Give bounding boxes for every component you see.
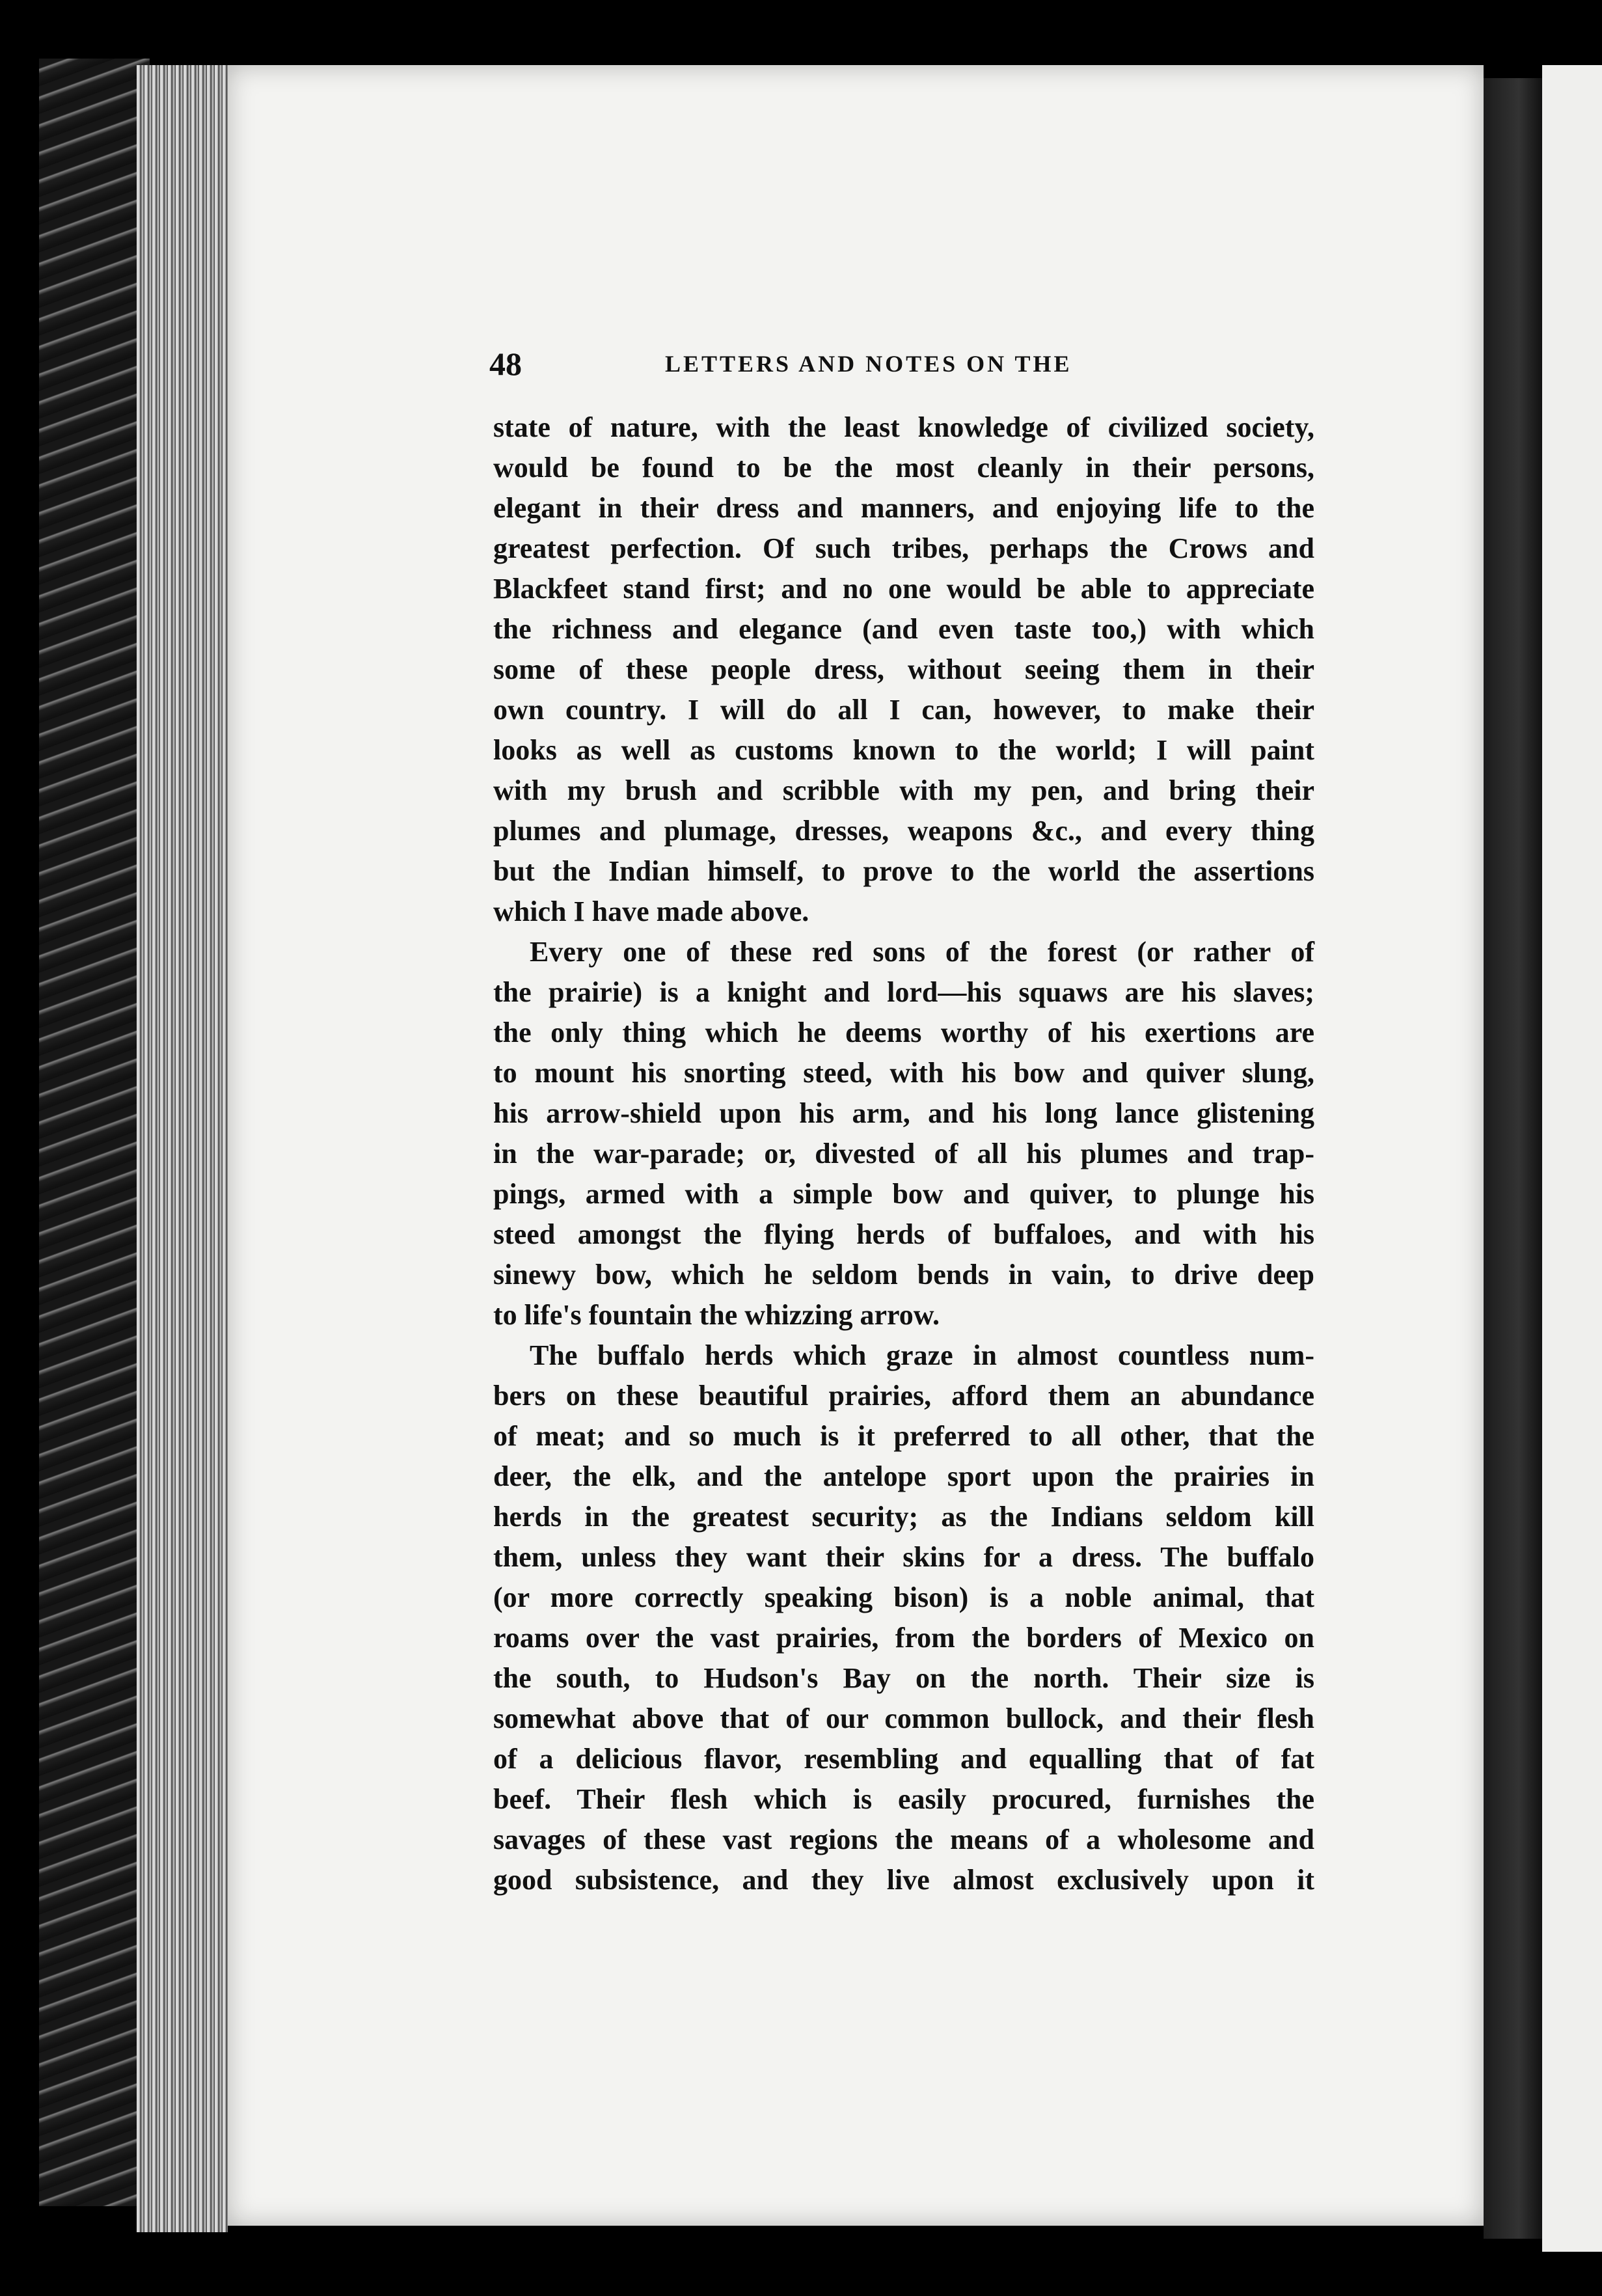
text-line: greatest perfection. Of such tribes, perhaps the Crows and [493,532,1314,564]
body-text [493,407,1314,1900]
text-line: of meat; and so much is it preferred to all other, that the [493,1420,1314,1452]
page-header [489,345,1316,390]
text-line: beef. Their flesh which is easily procured, furnishes the [493,1783,1314,1815]
gutter-shadow [1484,78,1542,2239]
text-line: his arrow-shield upon his arm, and his long lance glistening [493,1097,1314,1129]
text-line: roams over the vast prairies, from the borders of Mexico on [493,1622,1314,1654]
text-line: the south, to Hudson's Bay on the north. Their size is [493,1662,1314,1694]
running-head: LETTERS AND NOTES ON THE [665,351,1072,377]
text-line: Blackfeet stand first; and no one would be able to appreciate [493,573,1314,605]
text-line: herds in the greatest security; as the Indians seldom kill [493,1501,1314,1533]
text-line: to mount his snorting steed, with his bow and quiver slung, [493,1057,1314,1089]
text-line: somewhat above that of our common bullock, and their flesh [493,1702,1314,1734]
text-line: in the war-parade; or, divested of all his plumes and trap- [493,1138,1314,1169]
text-line: sinewy bow, which he seldom bends in vain, to drive deep [493,1259,1314,1291]
text-line: the prairie) is a knight and lord—his squaws are his slaves; [493,976,1314,1008]
text-line: looks as well as customs known to the world; I will paint [493,734,1314,766]
text-line: savages of these vast regions the means of a wholesome and [493,1824,1314,1855]
text-line: elegant in their dress and manners, and enjoying life to the [493,492,1314,524]
text-line: plumes and plumage, dresses, weapons &c., and every thing [493,815,1314,847]
text-line: of a delicious flavor, resembling and equalling that of fat [493,1743,1314,1775]
text-line: good subsistence, and they live almost exclusively upon it [493,1864,1314,1896]
text-line: pings, armed with a simple bow and quiver, to plunge his [493,1178,1314,1210]
text-line: deer, the elk, and the antelope sport upon the prairies in [493,1460,1314,1492]
text-line: the only thing which he deems worthy of his exertions are [493,1017,1314,1048]
text-line: own country. I will do all I can, however, to make their [493,694,1314,726]
text-line: Every one of these red sons of the forest (or rather of [530,936,1314,968]
text-line: (or more correctly speaking bison) is a noble animal, that [493,1581,1314,1613]
text-line: state of nature, with the least knowledge of civilized society, [493,411,1314,443]
page-edges [137,65,228,2232]
text-line: to life's fountain the whizzing arrow. [493,1299,940,1331]
text-line: them, unless they want their skins for a dress. The buffalo [493,1541,1314,1573]
page-number: 48 [489,346,522,382]
text-line: some of these people dress, without seeing them in their [493,653,1314,685]
text-line: steed amongst the flying herds of buffaloes, and with his [493,1218,1314,1250]
text-line: which I have made above. [493,895,809,927]
book-spine [39,59,150,2206]
text-line: would be found to be the most cleanly in their persons, [493,452,1314,484]
text-line: The buffalo herds which graze in almost countless num- [530,1339,1314,1371]
text-line: but the Indian himself, to prove to the world the assertions [493,855,1314,887]
text-line: the richness and elegance (and even taste too,) with which [493,613,1314,645]
facing-page-edge [1542,65,1602,2252]
text-line: bers on these beautiful prairies, afford them an abundance [493,1380,1314,1412]
text-line: with my brush and scribble with my pen, and bring their [493,774,1314,806]
